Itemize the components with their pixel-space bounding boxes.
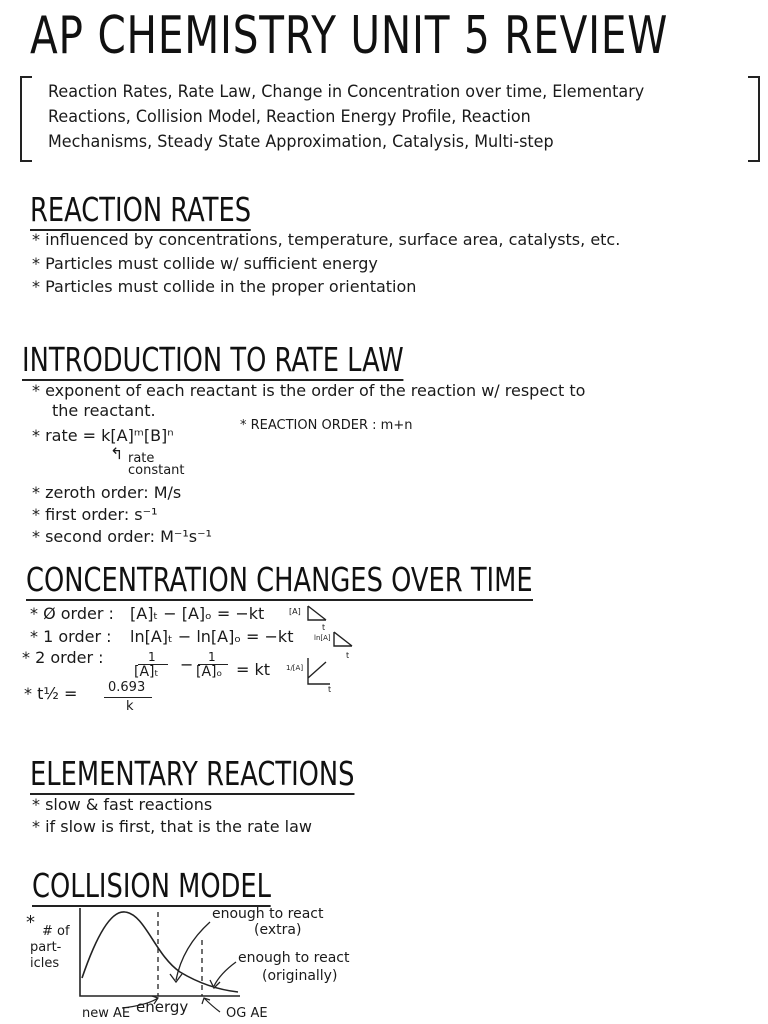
x-label-energy: energy <box>136 998 189 1016</box>
zero-order-label: * Ø order : <box>30 604 114 623</box>
collision-star: * <box>26 912 35 933</box>
zero-order-equation: [A]ₜ − [A]ₒ = −kt <box>130 604 265 623</box>
frac-1-denominator: [A]ₜ <box>134 664 159 680</box>
half-life-denominator: k <box>126 699 134 714</box>
first-order-label: * 1 order : <box>30 627 112 646</box>
half-life-numerator: 0.693 <box>108 680 146 695</box>
orig-label-2: (originally) <box>262 968 338 984</box>
order-first: * first order: s⁻¹ <box>32 505 158 524</box>
frac-2-numerator: 1 <box>208 650 216 664</box>
graph-first-t: t <box>346 651 350 660</box>
extra-label-2: (extra) <box>254 922 302 938</box>
rates-bullet-2: * Particles must collide w/ sufficient energy <box>32 254 378 273</box>
frac-minus: − <box>180 655 194 674</box>
topics-line-3: Mechanisms, Steady State Approximation, Catalysis, Multi-step <box>48 132 554 152</box>
half-life-bar <box>104 697 152 698</box>
topics-line-2: Reactions, Collision Model, Reaction Energy Profile, Reaction <box>48 107 531 127</box>
order-second: * second order: M⁻¹s⁻¹ <box>32 527 212 546</box>
rates-bullet-3: * Particles must collide in the proper orientation <box>32 277 417 296</box>
elementary-bullet-2: * if slow is first, that is the rate law <box>32 817 313 836</box>
graph-second-ylabel: 1/[A] <box>286 664 304 672</box>
y-label-1: # of <box>42 924 70 939</box>
heading-elementary: ELEMENTARY REACTIONS <box>30 754 355 793</box>
rate-constant-arrow: ↰ <box>110 444 124 463</box>
y-label-3: icles <box>30 956 60 971</box>
heading-rate-law: INTRODUCTION TO RATE LAW <box>22 340 404 379</box>
page-title: AP CHEMISTRY UNIT 5 REVIEW <box>30 6 669 66</box>
new-ea-label: new AE <box>82 1006 131 1021</box>
heading-collision: COLLISION MODEL <box>32 866 272 905</box>
y-label-2: part- <box>30 940 62 955</box>
topics-line-1: Reaction Rates, Rate Law, Change in Concentration over time, Elementary <box>48 82 645 102</box>
half-life-label: * t½ = <box>24 684 78 703</box>
bracket-top-right <box>748 76 758 78</box>
frac-2-denominator: [A]ₒ <box>196 664 223 680</box>
integrated-graphs <box>286 600 356 695</box>
second-order-rhs: = kt <box>236 660 271 679</box>
elementary-bullet-1: * slow & fast reactions <box>32 795 213 814</box>
first-order-equation: ln[A]ₜ − ln[A]ₒ = −kt <box>130 627 294 646</box>
graph-zero-ylabel: [A] <box>289 607 301 616</box>
heading-reaction-rates: REACTION RATES <box>30 190 252 229</box>
bracket-top-left <box>22 76 32 78</box>
orig-label-1: enough to react <box>238 950 350 966</box>
graph-second-t: t <box>328 685 332 694</box>
graph-first-lines <box>334 632 352 646</box>
orig-arrow <box>210 962 236 988</box>
distribution-curve <box>82 912 238 992</box>
topics-box <box>20 76 760 162</box>
second-order-label: * 2 order : <box>22 648 104 667</box>
og-ea-arrow <box>202 998 220 1012</box>
graph-first-ylabel: ln[A] <box>314 634 331 642</box>
heading-concentration: CONCENTRATION CHANGES OVER TIME <box>26 560 533 599</box>
extra-label-1: enough to react <box>212 906 324 922</box>
rate-law-bullet-1: * exponent of each reactant is the order of the reaction w/ respect to <box>32 381 586 400</box>
order-zeroth: * zeroth order: M/s <box>32 483 182 502</box>
graph-second-lines <box>308 658 330 684</box>
rate-law-bullet-1-cont: the reactant. <box>52 401 156 420</box>
rate-constant-note-1: rate <box>128 451 155 466</box>
rate-constant-note-2: constant <box>128 463 185 478</box>
frac-1-numerator: 1 <box>148 650 156 664</box>
bracket-bottom-right <box>748 160 758 162</box>
rates-bullet-1: * influenced by concentrations, temperature, surface area, catalysts, etc. <box>32 230 621 249</box>
og-ea-label: OG AE <box>226 1006 268 1021</box>
reaction-order: * REACTION ORDER : m+n <box>240 418 413 433</box>
rate-expression: * rate = k[A]ᵐ[B]ⁿ <box>32 426 174 445</box>
bracket-bottom-left <box>22 160 32 162</box>
extra-arrow <box>170 922 210 982</box>
graph-zero-lines <box>308 606 326 620</box>
graph-zero-t: t <box>322 623 326 632</box>
